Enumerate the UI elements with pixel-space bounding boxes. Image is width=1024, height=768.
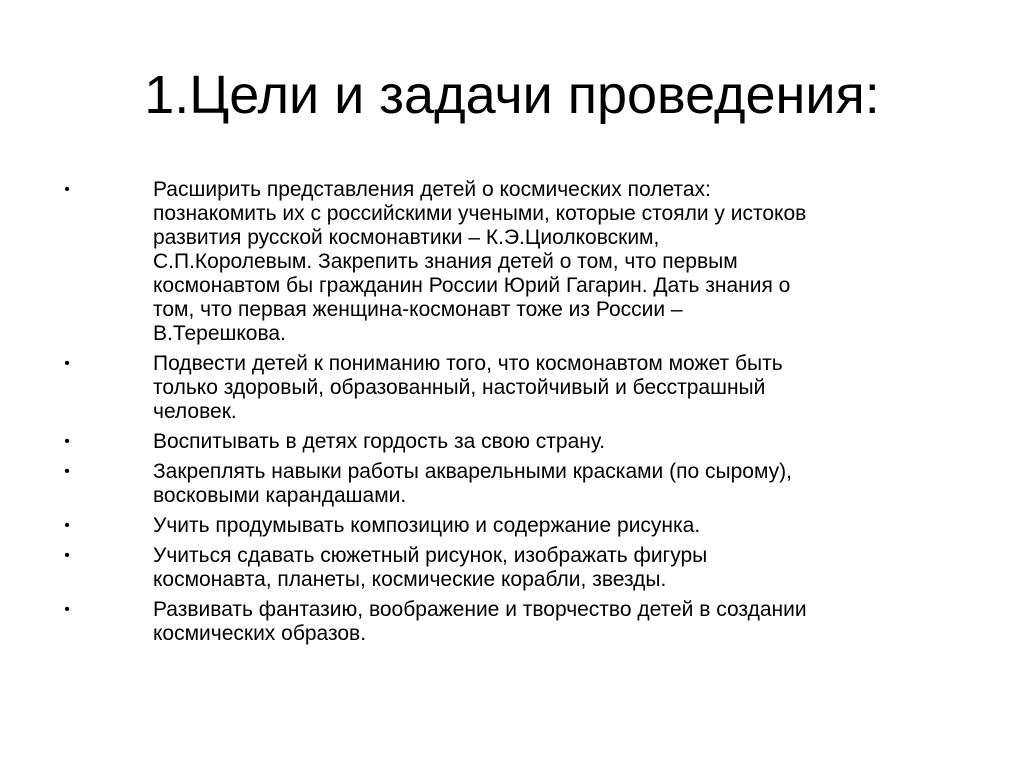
- bullet-list: [0, 178, 1024, 652]
- bullet-item: [0, 544, 1024, 592]
- bullet-icon: •: [64, 433, 70, 450]
- bullet-icon: •: [64, 463, 70, 480]
- bullet-icon: •: [64, 517, 70, 534]
- bullet-item: [0, 430, 1024, 454]
- bullet-text: Учиться сдавать сюжетный рисунок, изображать фигуры космонавта, планеты, космические корабли, звезды.: [153, 544, 708, 591]
- bullet-icon: •: [64, 355, 70, 372]
- bullet-text: Развивать фантазию, воображение и творчество детей в создании космических образов.: [153, 598, 807, 645]
- bullet-icon: •: [64, 601, 70, 618]
- bullet-item: [0, 352, 1024, 424]
- bullet-item: [0, 460, 1024, 508]
- bullet-text: Закреплять навыки работы акварельными красками (по сырому), восковыми карандашами.: [153, 460, 792, 507]
- bullet-text: Воспитывать в детях гордость за свою страну.: [153, 430, 606, 453]
- bullet-icon: •: [64, 547, 70, 564]
- bullet-item: [0, 514, 1024, 538]
- bullet-text: Подвести детей к пониманию того, что космонавтом может быть только здоровый, образованный, настойчивый и бесстрашный человек.: [153, 352, 783, 423]
- bullet-text: Расширить представления детей о космических полетах: познакомить их с российскими учеными, которые стояли у истоков развития русской космонавтики – К.Э.Циолковским, С.П.Королевым. Закрепить знания детей о том, что первым космонавтом бы гражданин России Юрий Гагарин. Дать знания о том, что первая женщина-космонавт тоже из России – В.Терешкова.: [153, 178, 807, 345]
- bullet-item: [0, 598, 1024, 646]
- slide-title: 1.Цели и задачи проведения:: [144, 65, 880, 125]
- bullet-text: Учить продумывать композицию и содержание рисунка.: [153, 514, 701, 537]
- bullet-icon: •: [64, 181, 70, 198]
- bullet-item: [0, 178, 1024, 346]
